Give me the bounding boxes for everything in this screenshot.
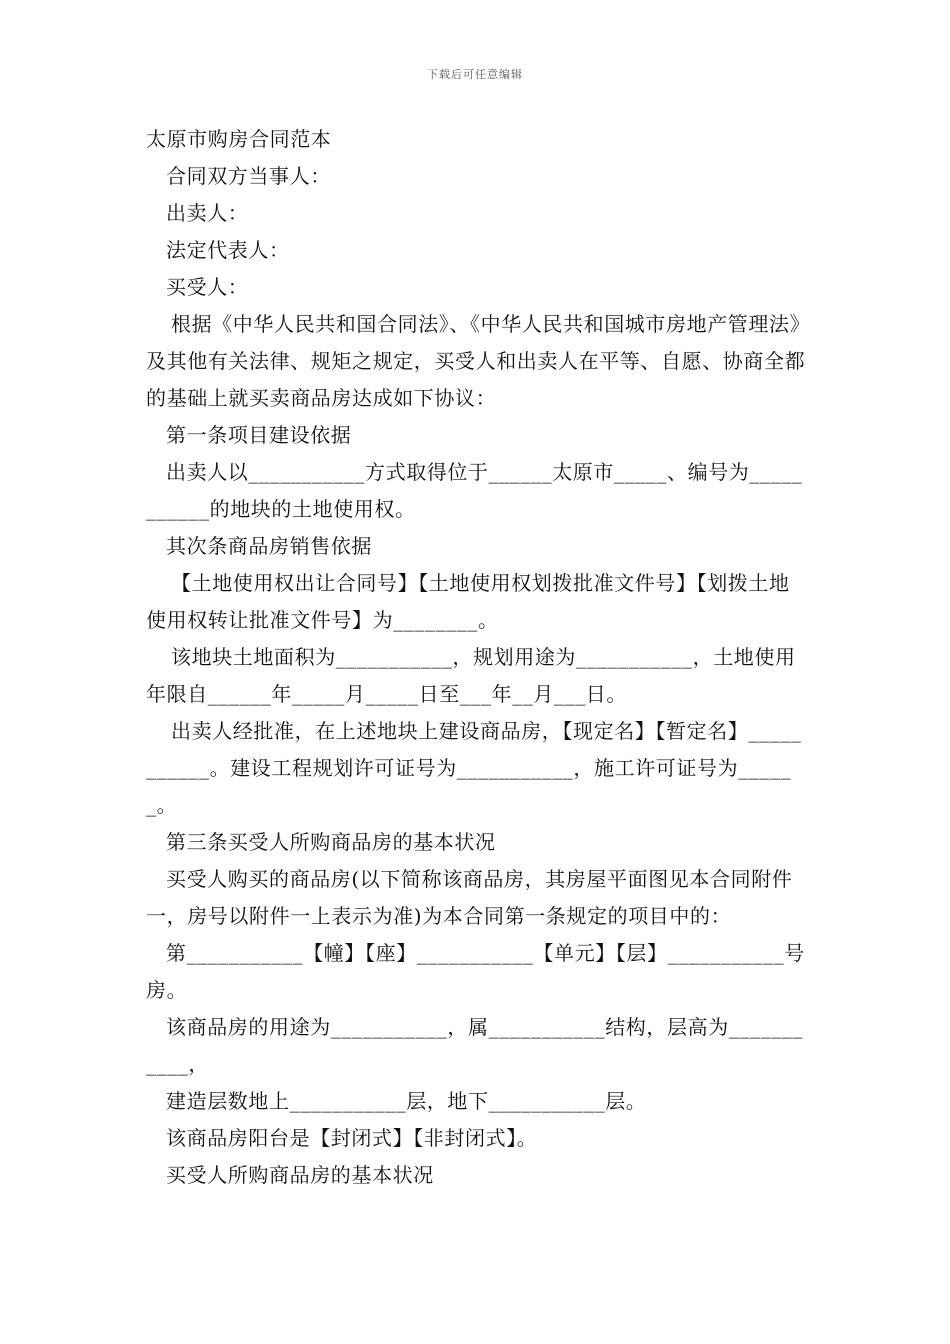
preamble-paragraph: 根据《中华人民共和国合同法》、《中华人民共和国城市房地产管理法》及其他有关法律、规矩之规定，买受人和出卖人在平等、自愿、协商全都的基础上就买卖商品房达成如下协议：	[146, 312, 806, 410]
parties-heading: 合同双方当事人：	[166, 164, 331, 188]
seller-line: 出卖人：	[166, 201, 249, 225]
legal-rep-line: 法定代表人：	[166, 238, 290, 262]
article-3-text: 买受人购买的商品房(以下简称该商品房，其房屋平面图见本合同附件一，房号以附件一上表示为准)为本合同第一条规定的项目中的：	[146, 867, 793, 928]
usage-line: 该商品房的用途为___________，属___________结构，层高为___________，	[146, 1015, 803, 1076]
last-line: 买受人所购商品房的基本状况	[166, 1163, 434, 1187]
article-1-title: 第一条项目建设依据	[166, 423, 352, 447]
article-2-title: 其次条商品房销售依据	[166, 534, 372, 558]
unit-line: 第___________【幢】【座】___________【单元】【层】___________号房。	[146, 941, 805, 1002]
article-1-text: 出卖人以___________方式取得位于______太原市_____、编号为___________的地块的土地使用权。	[146, 460, 803, 521]
article-3-title: 第三条买受人所购商品房的基本状况	[166, 830, 496, 854]
document-title: 太原市购房合同范本	[146, 127, 332, 151]
approval-paragraph: 出卖人经批准，在上述地块上建设商品房，【现定名】【暂定名】___________。建设工程规划许可证号为___________，施工许可证号为______。	[146, 719, 802, 817]
page-header: 下载后可任意编辑	[427, 68, 523, 81]
buyer-line: 买受人：	[166, 275, 249, 299]
land-area-paragraph: 该地块土地面积为___________，规划用途为___________，土地使用年限自______年_____月_____日至___年__月___日。	[146, 645, 796, 706]
floors-line: 建造层数地上___________层，地下___________层。	[166, 1089, 647, 1113]
balcony-line: 该商品房阳台是【封闭式】【非封闭式】。	[166, 1126, 538, 1150]
document-body	[146, 121, 808, 1194]
article-2-text: 【土地使用权出让合同号】【土地使用权划拨批准文件号】【划拨土地使用权转让批准文件号】为________。	[146, 571, 790, 632]
